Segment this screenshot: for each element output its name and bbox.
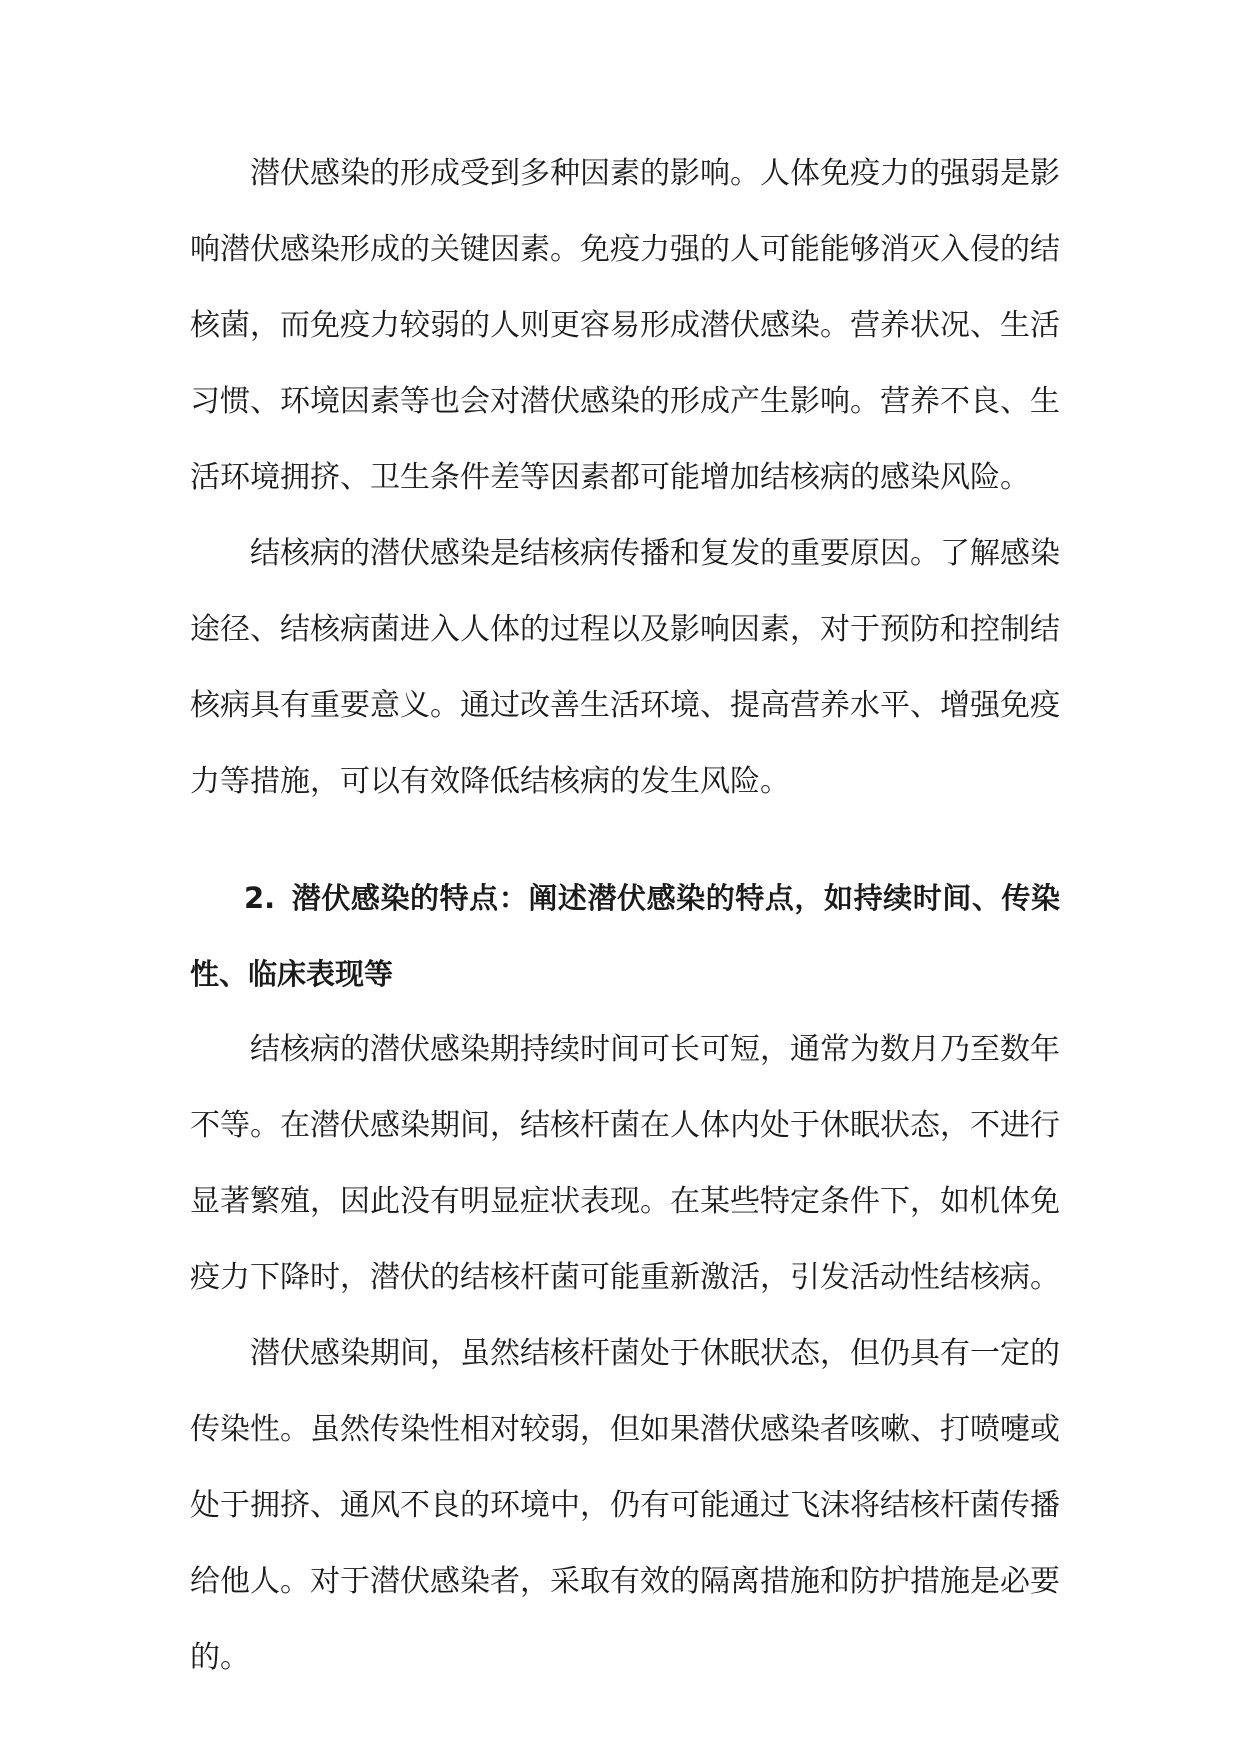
paragraph-infectivity: 潜伏感染期间，虽然结核杆菌处于休眠状态，但仍具有一定的传染性。虽然传染性相对较弱，但如果潜伏感染者咳嗽、打喷嚏或处于拥挤、通风不良的环境中，仍有可能通过飞沫将结核杆菌传播给他人。对于潜伏感染者，采取有效的隔离措施和防护措施是必要的。	[190, 1336, 1060, 1675]
section-number: 2.	[244, 881, 276, 915]
paragraph-duration: 结核病的潜伏感染期持续时间可长可短，通常为数月乃至数年不等。在潜伏感染期间，结核杆菌在人体内处于休眠状态，不进行显著繁殖，因此没有明显症状表现。在某些特定条件下，如机体免疫力下降时，潜伏的结核杆菌可能重新激活，引发活动性结核病。	[190, 1032, 1060, 1295]
document-page	[190, 136, 1060, 1696]
section-heading	[190, 860, 1060, 1012]
section-heading-text: 潜伏感染的特点：阐述潜伏感染的特点，如持续时间、传染性、临床表现等	[190, 881, 1060, 991]
paragraph-latent-infection-factors: 潜伏感染的形成受到多种因素的影响。人体免疫力的强弱是影响潜伏感染形成的关键因素。免疫力强的人可能能够消灭入侵的结核菌，而免疫力较弱的人则更容易形成潜伏感染。营养状况、生活习惯、环境因素等也会对潜伏感染的形成产生影响。营养不良、生活环境拥挤、卫生条件差等因素都可能增加结核病的感染风险。	[190, 156, 1060, 495]
paragraph-latent-infection-importance: 结核病的潜伏感染是结核病传播和复发的重要原因。了解感染途径、结核病菌进入人体的过程以及影响因素，对于预防和控制结核病具有重要意义。通过改善生活环境、提高营养水平、增强免疫力等措施，可以有效降低结核病的发生风险。	[190, 536, 1060, 799]
